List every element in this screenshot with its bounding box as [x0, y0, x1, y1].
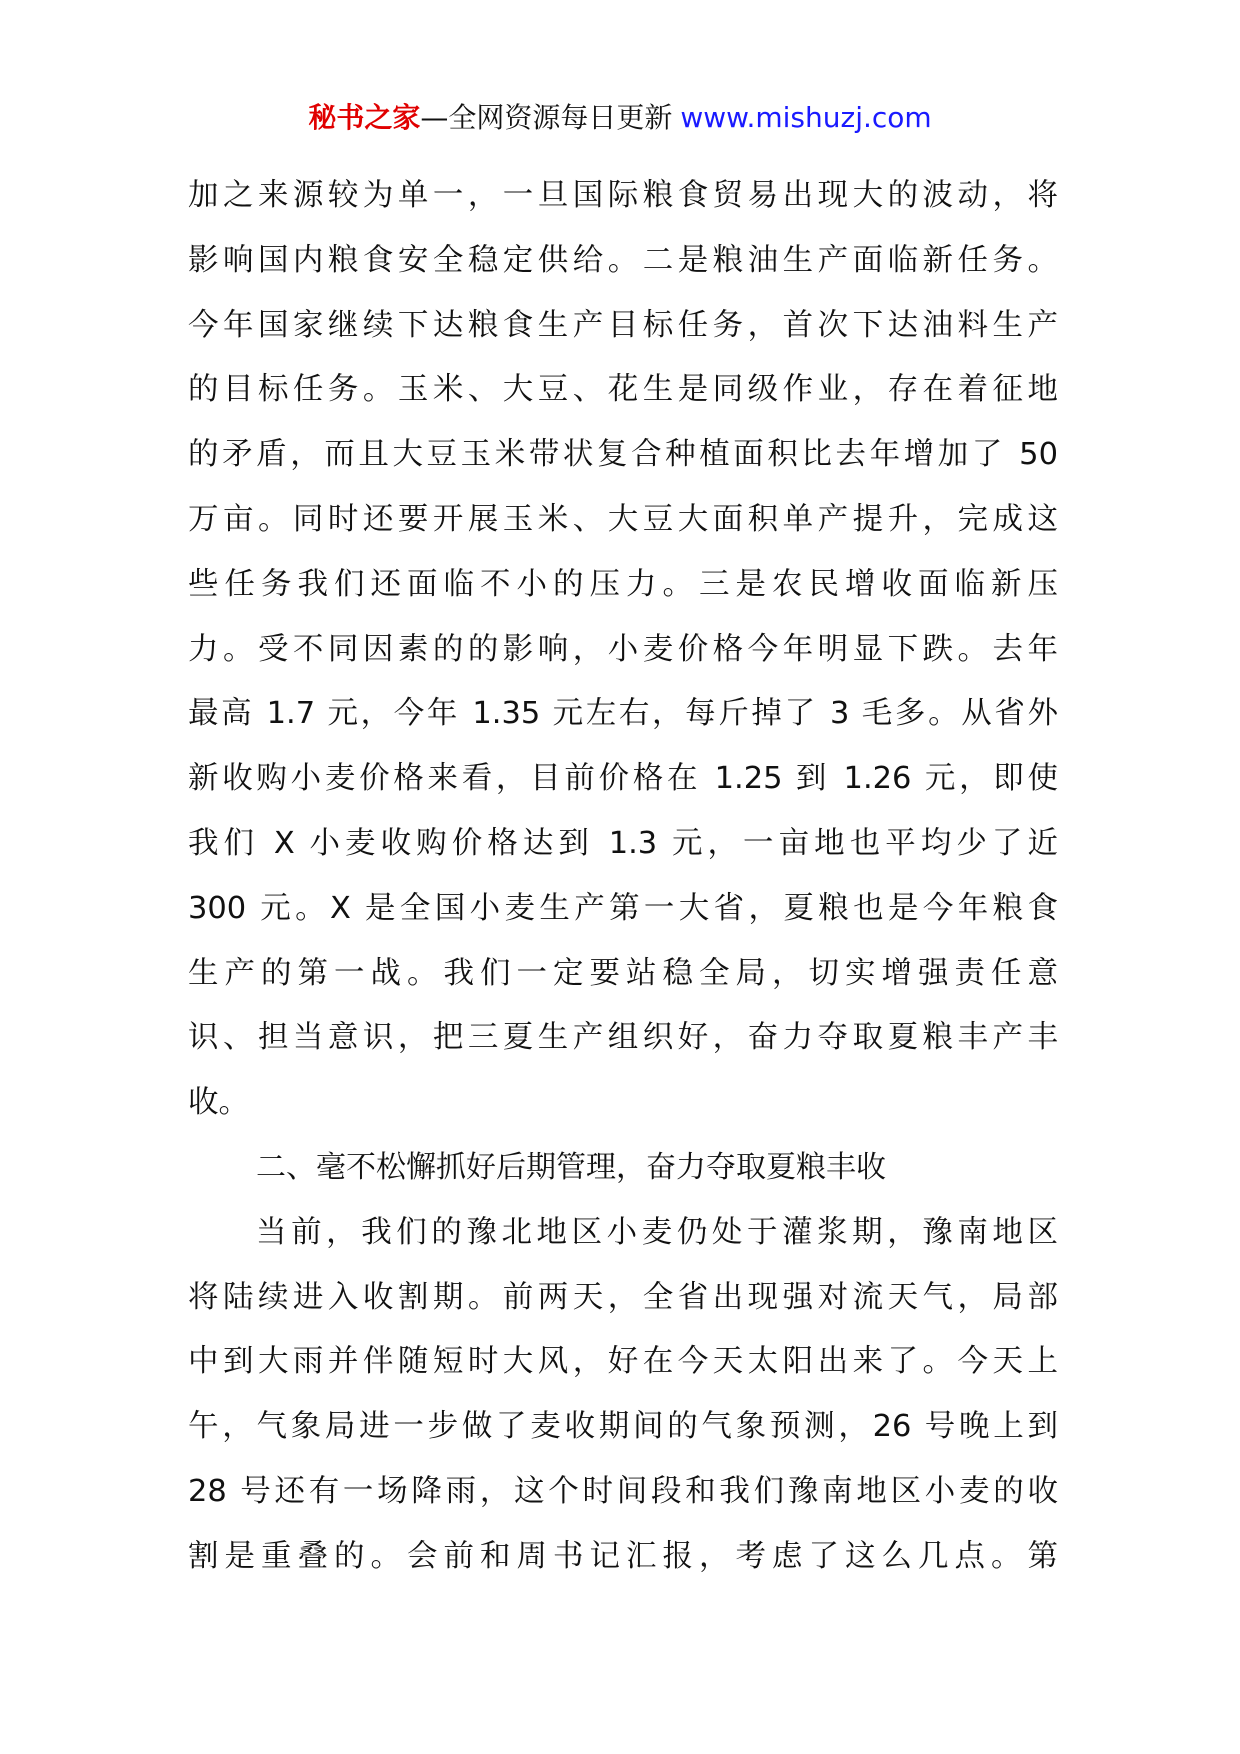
text-line: 午，气象局进一步做了麦收期间的气象预测，26 号晚上到 — [188, 1409, 1058, 1445]
text-line: 当前，我们的豫北地区小麦仍处于灌浆期，豫南地区 — [256, 1214, 1058, 1250]
text-line: 万亩。同时还要开展玉米、大豆大面积单产提升，完成这 — [188, 501, 1058, 537]
text-line: 中到大雨并伴随短时大风，好在今天太阳出来了。今天上 — [188, 1344, 1058, 1380]
site-url-link[interactable]: www.mishuzj.com — [680, 101, 932, 134]
brand-name: 秘书之家 — [308, 101, 421, 134]
text-line: 生产的第一战。我们一定要站稳全局，切实增强责任意 — [188, 955, 1058, 991]
text-line: 今年国家继续下达粮食生产目标任务，首次下达油料生产 — [188, 307, 1058, 343]
text-line: 割是重叠的。会前和周书记汇报，考虑了这么几点。第 — [188, 1538, 1058, 1574]
text-line: 的矛盾，而且大豆玉米带状复合种植面积比去年增加了 50 — [188, 437, 1058, 473]
text-line: 我们 X 小麦收购价格达到 1.3 元，一亩地也平均少了近 — [188, 825, 1058, 861]
text-line: 将陆续进入收割期。前两天，全省出现强对流天气，局部 — [188, 1279, 1058, 1315]
section-heading: 二、毫不松懈抓好后期管理，奋力夺取夏粮丰收 — [256, 1149, 886, 1185]
text-line: 些任务我们还面临不小的压力。三是农民增收面临新压 — [188, 566, 1058, 602]
text-line: 28 号还有一场降雨，这个时间段和我们豫南地区小麦的收 — [188, 1473, 1058, 1509]
document-body — [188, 164, 1058, 1590]
text-line: 最高 1.7 元，今年 1.35 元左右，每斤掉了 3 毛多。从省外 — [188, 696, 1058, 732]
text-line: 影响国内粮食安全稳定供给。二是粮油生产面临新任务。 — [188, 242, 1058, 278]
text-line: 识、担当意识，把三夏生产组织好，奋力夺取夏粮丰产丰 — [188, 1020, 1058, 1056]
text-line: 300 元。X 是全国小麦生产第一大省，夏粮也是今年粮食 — [188, 890, 1058, 926]
text-line: 收。 — [188, 1085, 249, 1121]
text-line: 新收购小麦价格来看，目前价格在 1.25 到 1.26 元，即使 — [188, 761, 1058, 797]
text-line: 的目标任务。玉米、大豆、花生是同级作业，存在着征地 — [188, 372, 1058, 408]
text-line: 力。受不同因素的的影响，小麦价格今年明显下跌。去年 — [188, 631, 1058, 667]
text-line: 加之来源较为单一，一旦国际粮食贸易出现大的波动，将 — [188, 178, 1058, 213]
page-header — [0, 98, 1240, 138]
header-tagline: —全网资源每日更新 — [420, 101, 673, 134]
